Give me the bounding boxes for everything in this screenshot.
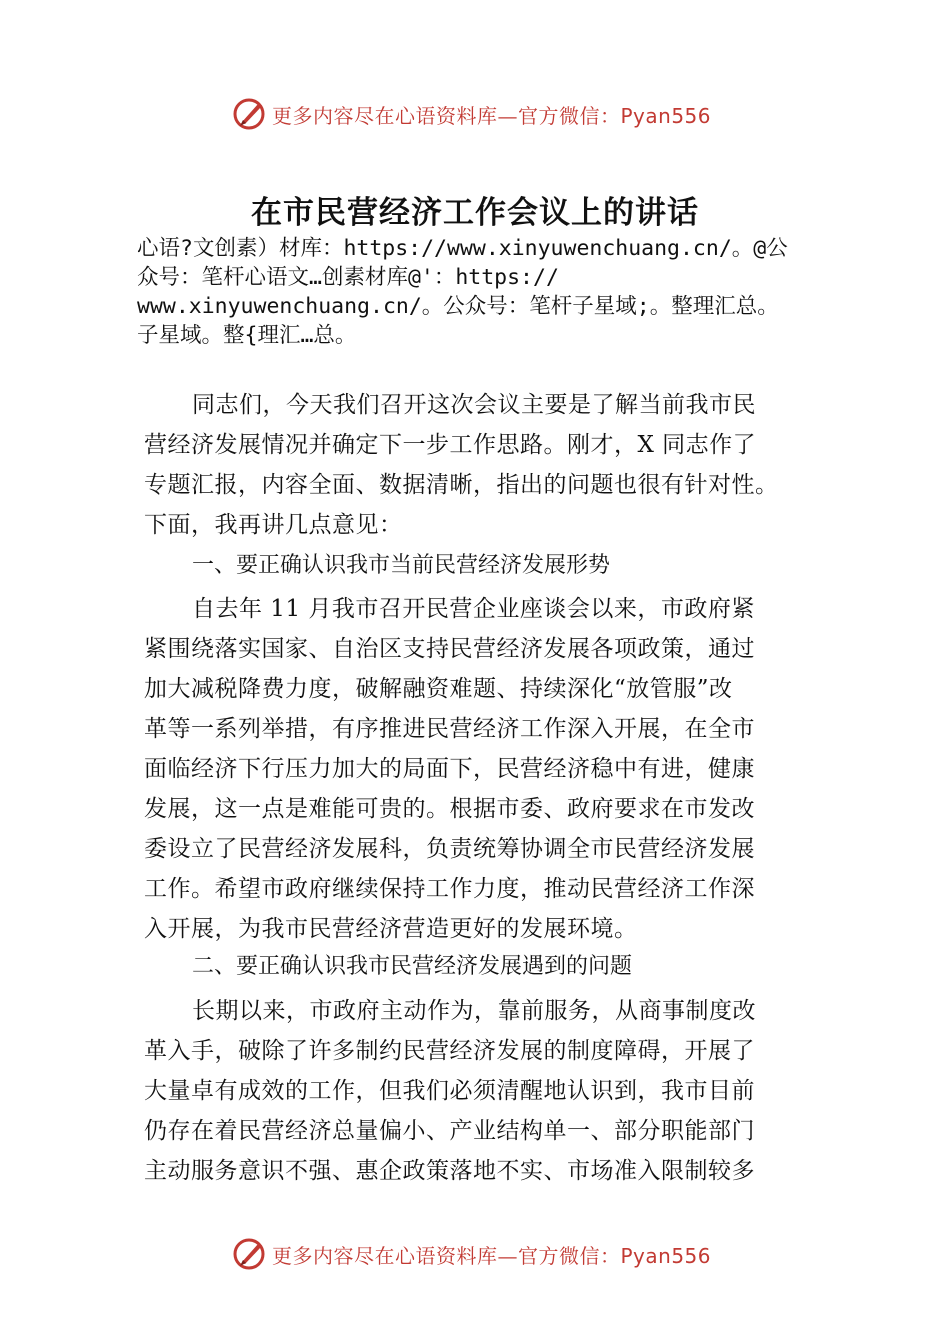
text-line: 发展，这一点是难能可贵的。根据市委、政府要求在市发改 xyxy=(144,796,755,822)
section-heading-2: 二、要正确认识我市民营经济发展遇到的问题 xyxy=(192,954,633,979)
text-line: 入开展，为我市民营经济营造更好的发展环境。 xyxy=(144,916,638,942)
text-line: 长期以来，市政府主动作为，靠前服务，从商事制度改 xyxy=(192,998,756,1024)
footer-banner xyxy=(0,1234,950,1274)
header-banner xyxy=(0,94,950,134)
paragraph-intro xyxy=(144,385,814,545)
text-line: 专题汇报，内容全面、数据清晰，指出的问题也很有针对性。 xyxy=(144,472,779,498)
text-line: 自去年 11 月我市召开民营企业座谈会以来，市政府紧 xyxy=(192,596,755,622)
text-line: 紧围绕落实国家、自治区支持民营经济发展各项政策，通过 xyxy=(144,636,755,662)
text-line: 营经济发展情况并确定下一步工作思路。刚才，X 同志作了 xyxy=(144,432,757,458)
text-line: 大量卓有成效的工作，但我们必须清醒地认识到，我市目前 xyxy=(144,1078,755,1104)
watermark-line: 子星域。整{理汇…总。 xyxy=(137,323,357,348)
watermark-text xyxy=(137,234,837,350)
pen-logo-icon xyxy=(232,1236,268,1272)
watermark-line: www.xinyuwenchuang.cn/。公众号：笔杆子星域;。整理汇总。 xyxy=(137,294,779,319)
watermark-line: 众号：笔杆心语文…创素材库@'：https:// xyxy=(137,265,559,290)
text-line: 加大减税降费力度，破解融资难题、持续深化“放管服”改 xyxy=(144,676,733,702)
banner-text: 更多内容尽在心语资料库—官方微信：Pyan556 xyxy=(272,103,712,128)
text-line: 主动服务意识不强、惠企政策落地不实、市场准入限制较多 xyxy=(144,1158,755,1184)
text-line: 委设立了民营经济发展科，负责统筹协调全市民营经济发展 xyxy=(144,836,755,862)
text-line: 革等一系列举措，有序推进民营经济工作深入开展，在全市 xyxy=(144,716,755,742)
text-line: 革入手，破除了许多制约民营经济发展的制度障碍，开展了 xyxy=(144,1038,755,1064)
text-line: 面临经济下行压力加大的局面下，民营经济稳中有进，健康 xyxy=(144,756,755,782)
paragraph-problems xyxy=(144,991,814,1191)
banner-text: 更多内容尽在心语资料库—官方微信：Pyan556 xyxy=(272,1243,712,1268)
text-line: 同志们，今天我们召开这次会议主要是了解当前我市民 xyxy=(192,392,756,418)
text-line: 仍存在着民营经济总量偏小、产业结构单一、部分职能部门 xyxy=(144,1118,755,1144)
document-title: 在市民营经济工作会议上的讲话 xyxy=(251,195,699,231)
text-line: 下面，我再讲几点意见： xyxy=(144,512,403,538)
section-heading-1: 一、要正确认识我市当前民营经济发展形势 xyxy=(192,553,611,578)
paragraph-situation xyxy=(144,589,814,949)
watermark-line: 心语?文创素）材库：https://www.xinyuwenchuang.cn/。@公 xyxy=(137,236,788,261)
pen-logo-icon xyxy=(232,96,268,132)
text-line: 工作。希望市政府继续保持工作力度，推动民营经济工作深 xyxy=(144,876,755,902)
